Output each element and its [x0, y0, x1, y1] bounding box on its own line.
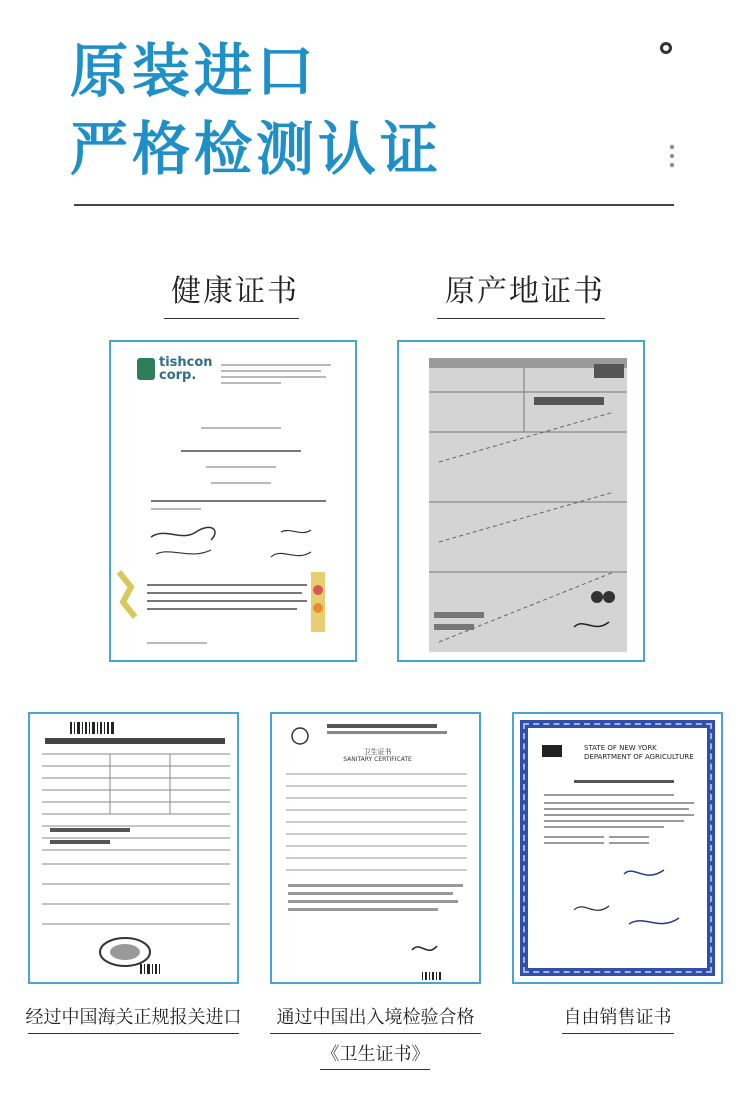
headline-line-2: 严格检测认证	[70, 115, 443, 183]
signature-scribbles	[111, 342, 357, 662]
customs-caption: 经过中国海关正规报关进口	[25, 1007, 242, 1028]
free-sale-caption: 自由销售证书	[563, 1007, 672, 1028]
health-certificate-image	[109, 340, 357, 662]
health-certificate-caption: 健康证书	[171, 274, 299, 309]
customs-declaration-markings	[30, 714, 239, 984]
sanitary-title-en: SANITARY CERTIFICATE	[343, 756, 412, 763]
headline-line-1: 原装进口	[70, 37, 319, 105]
dot-ornament-icon	[670, 154, 674, 158]
customs-caption-underline	[28, 1033, 239, 1034]
sanitary-certificate-image	[270, 712, 481, 984]
inspection-caption-underline	[270, 1033, 481, 1034]
origin-caption-underline	[437, 318, 605, 319]
sanitary-certificate-markings	[272, 714, 481, 984]
customs-declaration-image	[28, 712, 239, 984]
ny-department-header-line1: STATE OF NEW YORK	[584, 744, 657, 752]
dot-ornament-icon	[670, 145, 674, 149]
origin-certificate-caption: 原产地证书	[445, 274, 605, 309]
free-sale-certificate-image	[512, 712, 723, 984]
ny-department-header-line2: DEPARTMENT OF AGRICULTURE	[584, 753, 694, 761]
inspection-caption-line2: 《卫生证书》	[321, 1044, 430, 1065]
inspection-caption-line2-underline	[320, 1069, 430, 1070]
free-sale-caption-underline	[562, 1033, 674, 1034]
inspection-caption-line1: 通过中国出入境检验合格	[276, 1007, 475, 1028]
tishcon-logo-text: tishcon corp.	[159, 355, 213, 383]
free-sale-certificate-markings	[514, 714, 723, 984]
sanitary-title-cn: 卫生证书	[363, 748, 392, 756]
circle-ornament-icon	[660, 42, 672, 54]
health-caption-underline	[164, 318, 299, 319]
dot-ornament-icon	[670, 163, 674, 167]
origin-certificate-markings	[399, 342, 645, 662]
origin-certificate-image	[397, 340, 645, 662]
headline-divider	[74, 204, 674, 206]
